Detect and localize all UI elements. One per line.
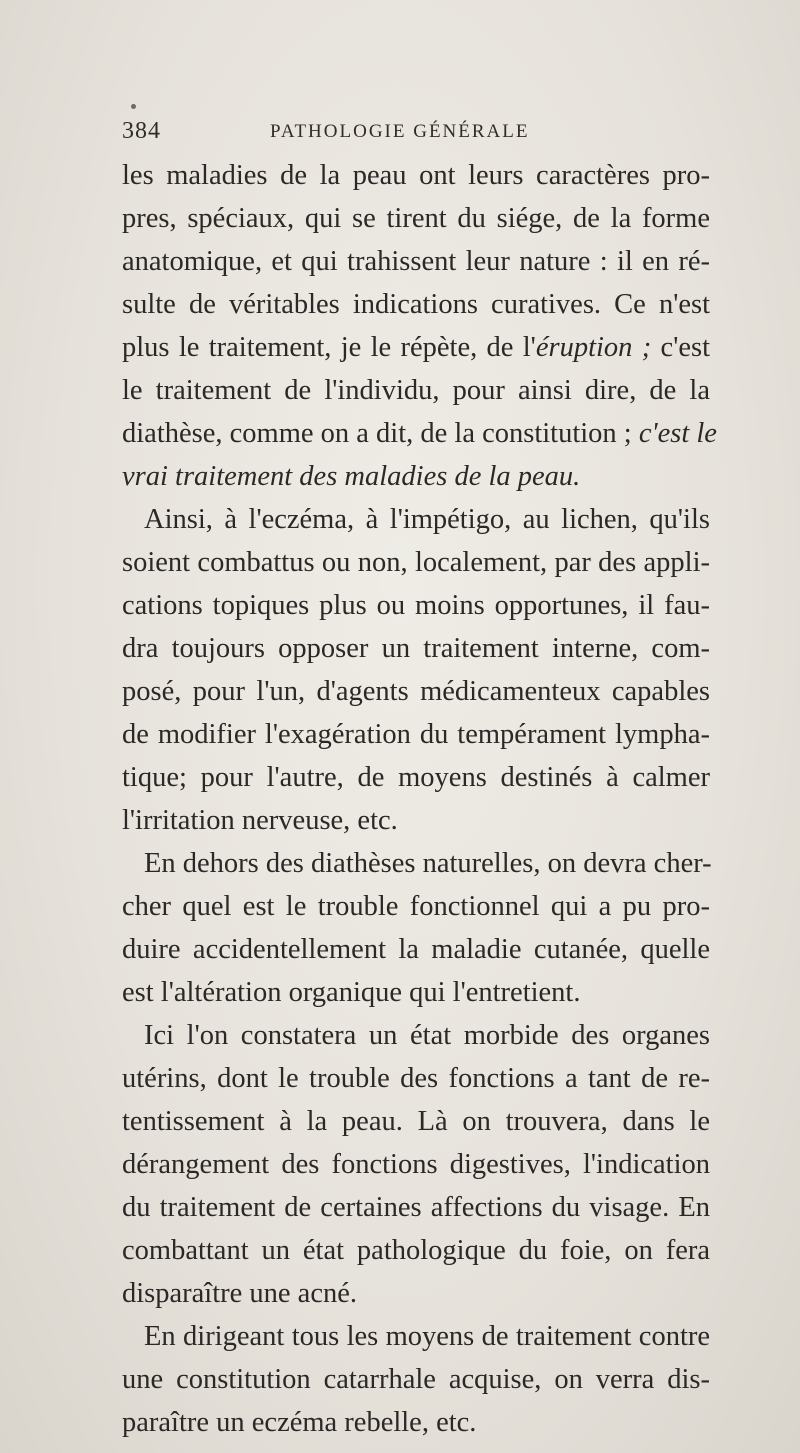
italic-run: vrai traitement des maladies de la peau.: [122, 461, 581, 492]
text-line: paraître un eczéma rebelle, etc.: [122, 1407, 477, 1438]
text-run: c'est: [651, 332, 711, 363]
text-run: plus le traitement, je le répète, de l': [122, 332, 536, 363]
text-line: Ici l'on constatera un état morbide des organes: [144, 1020, 710, 1051]
text-line: disparaître une acné.: [122, 1278, 357, 1309]
text-line: du traitement de certaines affections du visage. En: [122, 1192, 710, 1223]
text-line: les maladies de la peau ont leurs caractères pro-: [122, 160, 710, 191]
text-line: En dehors des diathèses naturelles, on devra cher-: [144, 848, 712, 879]
text-line: est l'altération organique qui l'entretient.: [122, 977, 581, 1008]
text-line: Ainsi, à l'eczéma, à l'impétigo, au lichen, qu'ils: [144, 504, 710, 535]
text-line: [122, 455, 710, 498]
text-line: le traitement de l'individu, pour ainsi dire, de la: [122, 375, 710, 406]
text-line: duire accidentellement la maladie cutanée, quelle: [122, 934, 710, 965]
ink-speck: [131, 104, 136, 109]
text-line: dra toujours opposer un traitement interne, com-: [122, 633, 710, 664]
paragraph-5: [122, 1315, 710, 1444]
text-line: pres, spéciaux, qui se tirent du siége, de la forme: [122, 203, 710, 234]
text-line: [122, 326, 710, 369]
text-run: diathèse, comme on a dit, de la constitution ;: [122, 418, 639, 449]
text-line: [122, 412, 717, 455]
paragraph-2: [122, 498, 710, 842]
text-line: soient combattus ou non, localement, par des appli-: [122, 547, 710, 578]
text-line: posé, pour l'un, d'agents médicamenteux capables: [122, 676, 710, 707]
body-text: [122, 154, 717, 1444]
text-line: une constitution catarrhale acquise, on verra dis-: [122, 1364, 710, 1395]
text-line: anatomique, et qui trahissent leur nature : il en ré-: [122, 246, 710, 277]
text-line: cations topiques plus ou moins opportunes, il fau-: [122, 590, 710, 621]
text-line: tentissement à la peau. Là on trouvera, dans le: [122, 1106, 710, 1137]
text-line: combattant un état pathologique du foie, on fera: [122, 1235, 710, 1266]
text-line: cher quel est le trouble fonctionnel qui a pu pro-: [122, 891, 710, 922]
italic-run: c'est le: [638, 418, 717, 449]
running-head: [122, 118, 710, 148]
text-line: de modifier l'exagération du tempérament lympha-: [122, 719, 710, 750]
text-line: sulte de véritables indications curatives. Ce n'est: [122, 289, 710, 320]
text-line: En dirigeant tous les moyens de traitement contre: [144, 1321, 710, 1352]
text-line: tique; pour l'autre, de moyens destinés à calmer: [122, 762, 710, 793]
paragraph-4: [122, 1014, 710, 1315]
page-number: 384: [122, 118, 161, 144]
paragraph-1: [122, 154, 717, 498]
text-line: l'irritation nerveuse, etc.: [122, 805, 398, 836]
italic-run: éruption ;: [535, 332, 652, 363]
paragraph-3: [122, 842, 710, 1014]
text-line: dérangement des fonctions digestives, l'indication: [122, 1149, 710, 1180]
running-title: PATHOLOGIE GÉNÉRALE: [270, 121, 530, 142]
text-line: utérins, dont le trouble des fonctions a tant de re-: [122, 1063, 710, 1094]
